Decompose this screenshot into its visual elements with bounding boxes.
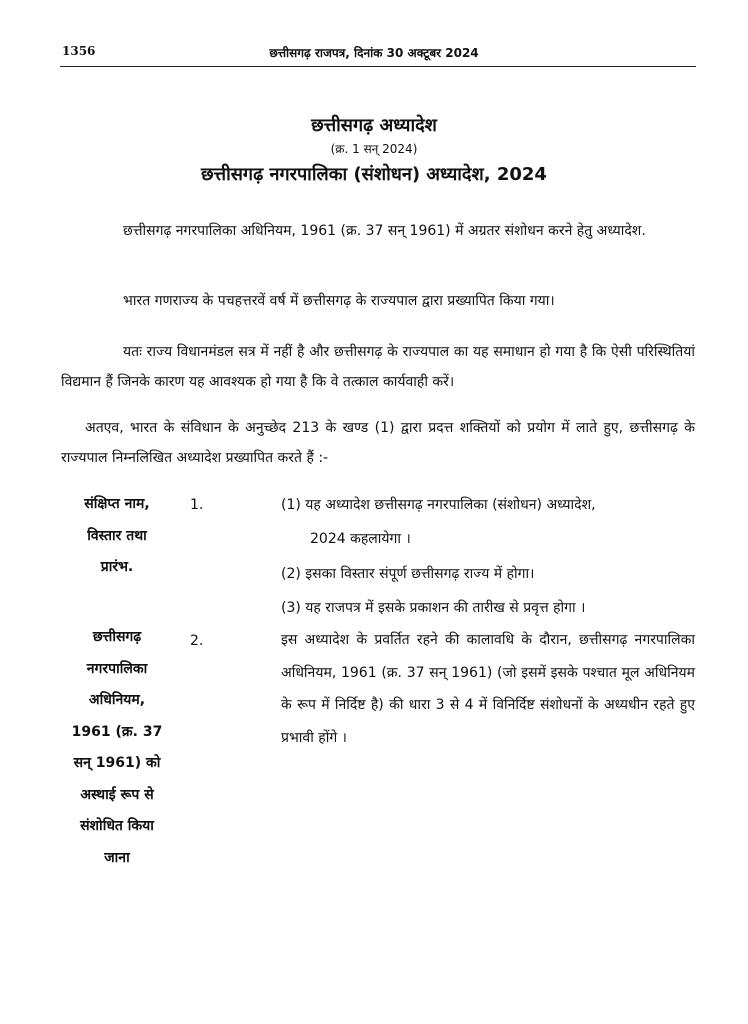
marginal-heading-line: संशोधित किया [80, 818, 154, 834]
section-1-clause: (2) इसका विस्तार संपूर्ण छत्तीसगढ़ राज्य में होगा। [281, 566, 535, 582]
document-type-heading: छत्तीसगढ़ अध्यादेश [311, 115, 437, 136]
preamble-paragraph: अतएव, भारत के संविधान के अनुच्छेद 213 के खण्ड (1) द्वारा प्रदत्त शक्तियों को प्रयोग में लाते हुए, छत्तीसगढ़ के राज्यपाल निम्नलिखित अध्यादेश प्रख्यापित करते हैं :- [61, 420, 695, 466]
marginal-heading-line: विस्तार तथा [87, 527, 147, 544]
section-2-number: 2. [190, 633, 204, 649]
marginal-heading-line: प्रारंभ. [100, 559, 134, 575]
section-2-text: इस अध्यादेश के प्रवर्तित रहने की कालावधि के दौरान, छत्तीसगढ़ नगरपालिका अधिनियम, 1961 (क्र. 37 सन् 1961) (जो इसमें इसके पश्चात मूल अधिनियम के रूप में निर्दिष्ट है) की धारा 3 से 4 में विनिर्दिष्ट संशोधनों के अध्यधीन रहते हुए प्रभावी होंगे । [281, 632, 695, 746]
page-number: 1356 [62, 44, 96, 58]
header-rule [60, 66, 696, 67]
section-1-clause: 2024 कहलायेगा । [310, 531, 411, 547]
section-1-number: 1. [190, 497, 204, 513]
marginal-heading-line: अधिनियम, [88, 692, 146, 708]
marginal-heading-line: संक्षिप्त नाम, [84, 496, 150, 512]
running-title: छत्तीसगढ़ राजपत्र, दिनांक 30 अक्टूबर 2024 [269, 46, 479, 60]
marginal-heading-line: अस्थाई रूप से [80, 786, 154, 803]
section-2-marginal-heading [52, 622, 182, 874]
preamble-paragraph: भारत गणराज्य के पचहत्तरवें वर्ष में छत्तीसगढ़ के राज्यपाल द्वारा प्रख्यापित किया गया। [123, 293, 555, 309]
preamble-paragraph: छत्तीसगढ़ नगरपालिका अधिनियम, 1961 (क्र. 37 सन् 1961) में अग्रतर संशोधन करने हेतु अध्यादेश. [123, 223, 646, 239]
marginal-heading-line: 1961 (क्र. 37 [71, 723, 163, 740]
marginal-heading-line: सन् 1961) को [73, 755, 161, 771]
section-1-clause: (3) यह राजपत्र में इसके प्रकाशन की तारीख से प्रवृत्त होगा । [281, 600, 586, 616]
section-1-clause: (1) यह अध्यादेश छत्तीसगढ़ नगरपालिका (संशोधन) अध्यादेश, [281, 497, 596, 513]
marginal-heading-line: नगरपालिका [86, 660, 148, 677]
ordinance-number: (क्र. 1 सन् 2024) [330, 142, 418, 156]
section-1-marginal-heading [52, 489, 182, 584]
preamble-paragraph: यतः राज्य विधानमंडल सत्र में नहीं है और छत्तीसगढ़ के राज्यपाल का यह समाधान हो गया है कि ऐसी परिस्थितियां विद्यमान हैं जिनके कारण यह आवश्यक हो गया है कि वे तत्काल कार्यवाही करें। [61, 344, 695, 390]
ordinance-title: छत्तीसगढ़ नगरपालिका (संशोधन) अध्यादेश, 2024 [201, 164, 547, 185]
marginal-heading-line: छत्तीसगढ़ [92, 629, 142, 645]
marginal-heading-line: जाना [104, 849, 130, 866]
